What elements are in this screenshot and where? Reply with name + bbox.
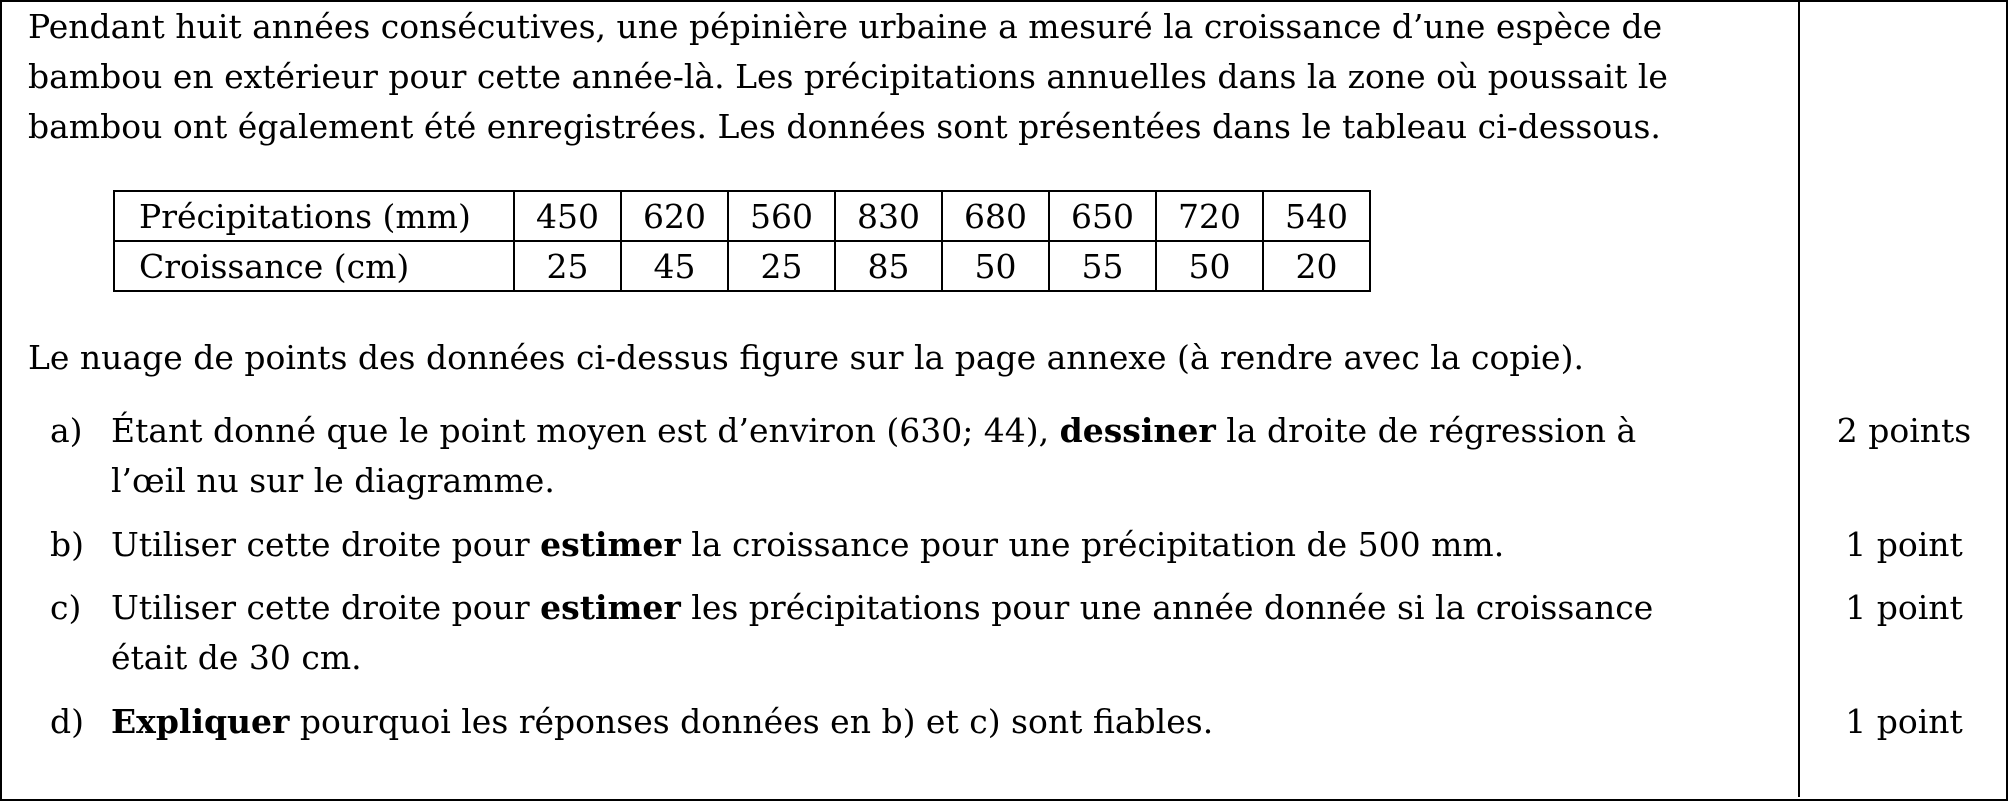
- table-cell: 25: [514, 241, 621, 291]
- question-a-keyword: dessiner: [1059, 411, 1216, 450]
- table-cell: 720: [1156, 191, 1263, 241]
- question-d-line-1: [111, 697, 1776, 747]
- table-row-croissance: [114, 241, 1370, 291]
- question-d-keyword: Expliquer: [111, 702, 290, 741]
- question-b-post: la croissance pour une précipitation de 500 mm.: [680, 525, 1505, 564]
- question-c-line-2: était de 30 cm.: [111, 638, 362, 677]
- question-d-label: d): [50, 702, 84, 741]
- points-column-divider: [1798, 0, 1800, 797]
- table-cell: 830: [835, 191, 942, 241]
- table-cell: 680: [942, 191, 1049, 241]
- table-cell: 55: [1049, 241, 1156, 291]
- question-c-points: 1 point: [1845, 588, 1963, 627]
- table-row-precipitations: [114, 191, 1370, 241]
- question-d-points: 1 point: [1845, 702, 1963, 741]
- question-c-line-1: [111, 583, 1776, 633]
- intro-line-2: bambou en extérieur pour cette année-là. Les précipitations annuelles dans la zone où poussait le: [28, 57, 1668, 96]
- question-a-line-1: [111, 406, 1776, 456]
- table-cell: 25: [728, 241, 835, 291]
- question-b-line-1: [111, 520, 1776, 570]
- table-cell: 45: [621, 241, 728, 291]
- question-c-post: les précipitations pour une année donnée si la croissance: [680, 588, 1654, 627]
- question-a-line-2: l’œil nu sur le diagramme.: [111, 461, 555, 500]
- row-header-precipitations: Précipitations (mm): [114, 191, 514, 241]
- question-c-pre: Utiliser cette droite pour: [111, 588, 541, 627]
- question-a-points: 2 points: [1836, 411, 1972, 450]
- question-c-label: c): [50, 588, 82, 627]
- table-cell: 620: [621, 191, 728, 241]
- question-b-label: b): [50, 525, 84, 564]
- question-d-post: pourquoi les réponses données en b) et c) sont fiables.: [289, 702, 1214, 741]
- question-c-keyword: estimer: [540, 588, 681, 627]
- table-cell: 20: [1263, 241, 1370, 291]
- table-cell: 50: [942, 241, 1049, 291]
- question-b-pre: Utiliser cette droite pour: [111, 525, 541, 564]
- question-a-post: la droite de régression à: [1215, 411, 1637, 450]
- question-b-points: 1 point: [1845, 525, 1963, 564]
- table-cell: 85: [835, 241, 942, 291]
- table-cell: 650: [1049, 191, 1156, 241]
- intro-line-1: Pendant huit années consécutives, une pépinière urbaine a mesuré la croissance d’une espèce de: [28, 7, 1663, 46]
- question-a-pre: Étant donné que le point moyen est d’environ (630; 44),: [111, 411, 1060, 450]
- row-header-croissance: Croissance (cm): [114, 241, 514, 291]
- question-a-label: a): [50, 411, 83, 450]
- question-b-keyword: estimer: [540, 525, 681, 564]
- table-cell: 50: [1156, 241, 1263, 291]
- annexe-note: Le nuage de points des données ci-dessus figure sur la page annexe (à rendre avec la copie).: [28, 338, 1584, 377]
- table-cell: 560: [728, 191, 835, 241]
- table-cell: 450: [514, 191, 621, 241]
- table-cell: 540: [1263, 191, 1370, 241]
- data-table: [113, 190, 1371, 292]
- intro-line-3: bambou ont également été enregistrées. Les données sont présentées dans le tableau ci-dessous.: [28, 107, 1661, 146]
